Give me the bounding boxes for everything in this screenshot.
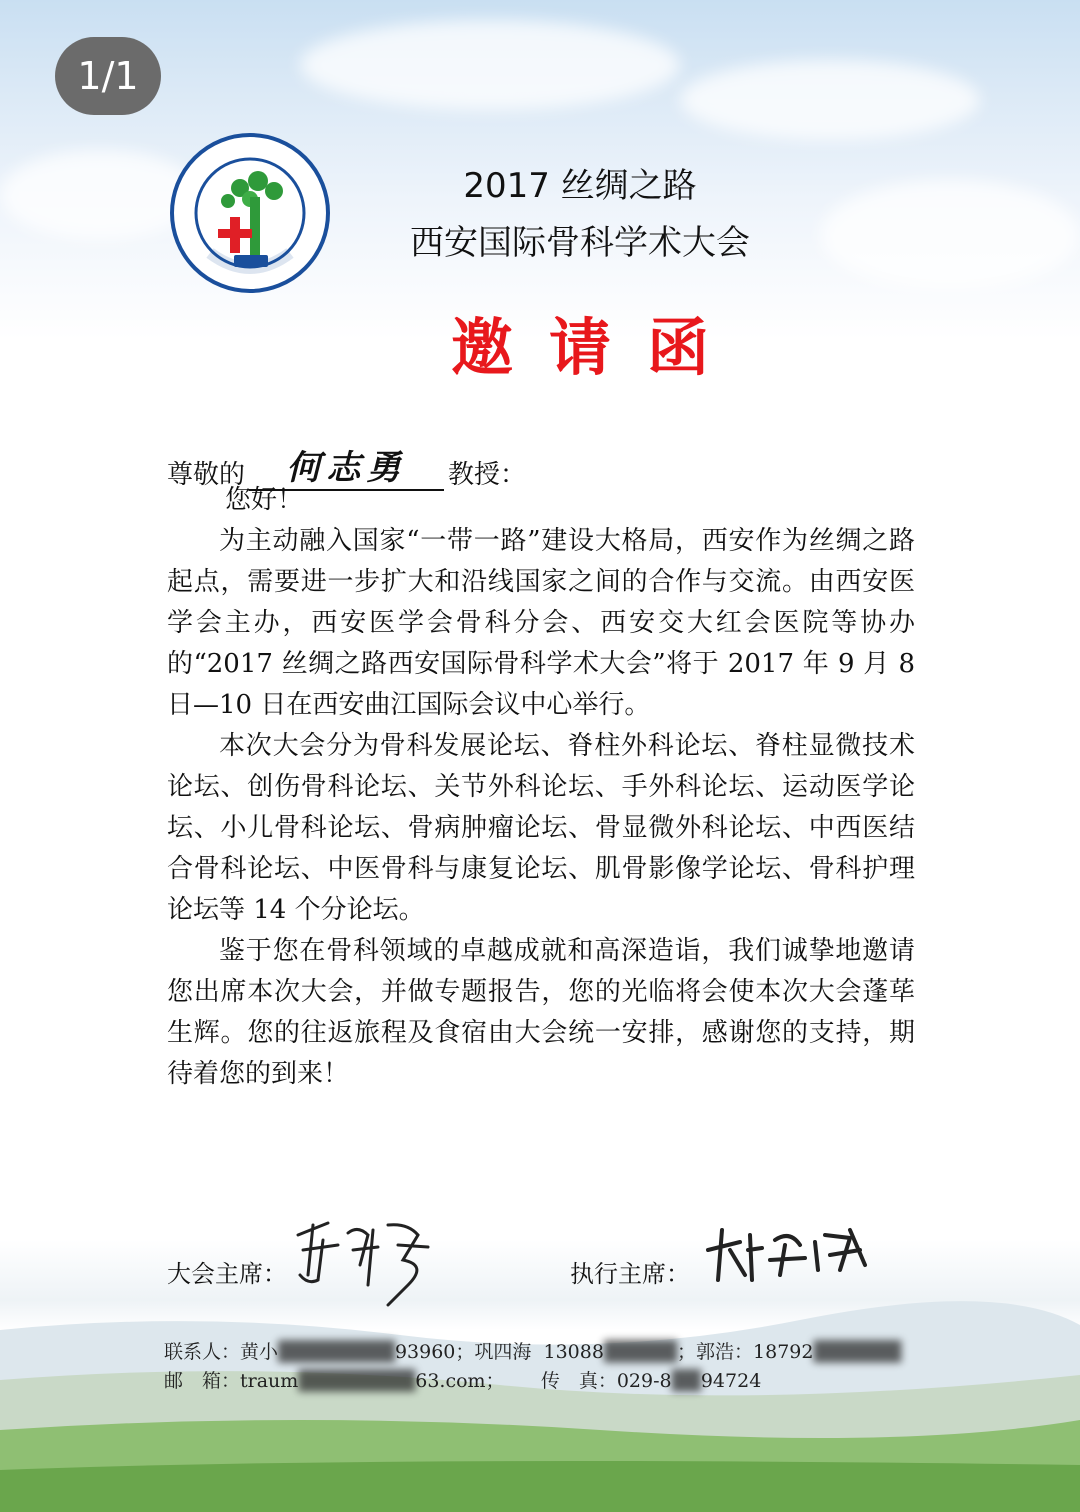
chair-label: 大会主席： (167, 1260, 287, 1288)
sky-cloud (300, 20, 680, 110)
salutation-suffix: 教授： (448, 460, 527, 490)
contact-1-phone: 93960； (394, 1341, 475, 1363)
contact-1-name: 黄小 (240, 1341, 279, 1363)
fax-head: 029-8 (616, 1370, 672, 1392)
contact-2-phone: 13088 (543, 1341, 604, 1363)
letter-body (167, 480, 915, 1095)
fax-tail: 94724 (700, 1370, 762, 1392)
conference-title-line2: 西安国际骨科学术大会 (410, 223, 750, 263)
email-fax-line (164, 1366, 761, 1393)
landscape-background (0, 1290, 1080, 1512)
sky-cloud (680, 60, 980, 140)
conference-title-line1: 2017 丝绸之路 (463, 166, 697, 206)
contact-2-name: 巩四海 (474, 1341, 532, 1363)
letter-paragraph: 鉴于您在骨科领域的卓越成就和高深造诣，我们诚挚地邀请您出席本次大会，并做专题报告，您的光临将会使本次大会蓬荜生辉。您的往返旅程及食宿由大会统一安排，感谢您的支持，期待着您的到来！ (167, 936, 915, 1089)
contact-label: 联系人： (164, 1341, 241, 1363)
recipient-name: 何志勇 (286, 448, 407, 488)
greeting: 您好！ (225, 485, 304, 515)
salutation-prefix: 尊敬的 (167, 460, 246, 490)
invitation-heading: 邀请函 (450, 311, 745, 384)
executive-chair-label: 执行主席： (570, 1260, 690, 1288)
letter-paragraph: 为主动融入国家“一带一路”建设大格局，西安作为丝绸之路起点，需要进一步扩大和沿线国家之间的合作与交流。由西安医学会主办，西安医学会骨科分会、西安交大红会医院等协办的“2017 丝绸之路西安国际骨科学术大会”将于 2017 年 9 月 8 日—10 日在西安曲江国际会议中心举行。 (167, 526, 915, 720)
page-counter: 1/1 (55, 37, 161, 115)
email-label: 邮 箱： (164, 1370, 241, 1392)
email-tail: 63.com； (415, 1370, 505, 1392)
redacted-text: ████████ (278, 1341, 395, 1363)
contact-line (164, 1337, 901, 1364)
redacted-text: ████████ (298, 1370, 416, 1392)
fax-label: 传 真： (540, 1370, 617, 1392)
email-head: traum (240, 1370, 299, 1392)
executive-chair-signature (700, 1220, 880, 1290)
hospital-logo (170, 133, 330, 293)
letter-paragraph: 本次大会分为骨科发展论坛、脊柱外科论坛、脊柱显微技术论坛、创伤骨科论坛、关节外科论坛、手外科论坛、运动医学论坛、小儿骨科论坛、骨病肿瘤论坛、骨显微外科论坛、中西医结合骨科论坛、中医骨科与康复论坛、肌骨影像学论坛、骨科护理论坛等 14 个分论坛。 (167, 731, 915, 925)
contact-3-label: ；郭浩： (677, 1341, 754, 1363)
sky-cloud (820, 180, 1080, 290)
contact-3-phone: 18792 (753, 1341, 814, 1363)
redacted-text: █████ (603, 1341, 678, 1363)
redacted-text: ██████ (813, 1341, 902, 1363)
redacted-text: ██ (671, 1370, 701, 1392)
